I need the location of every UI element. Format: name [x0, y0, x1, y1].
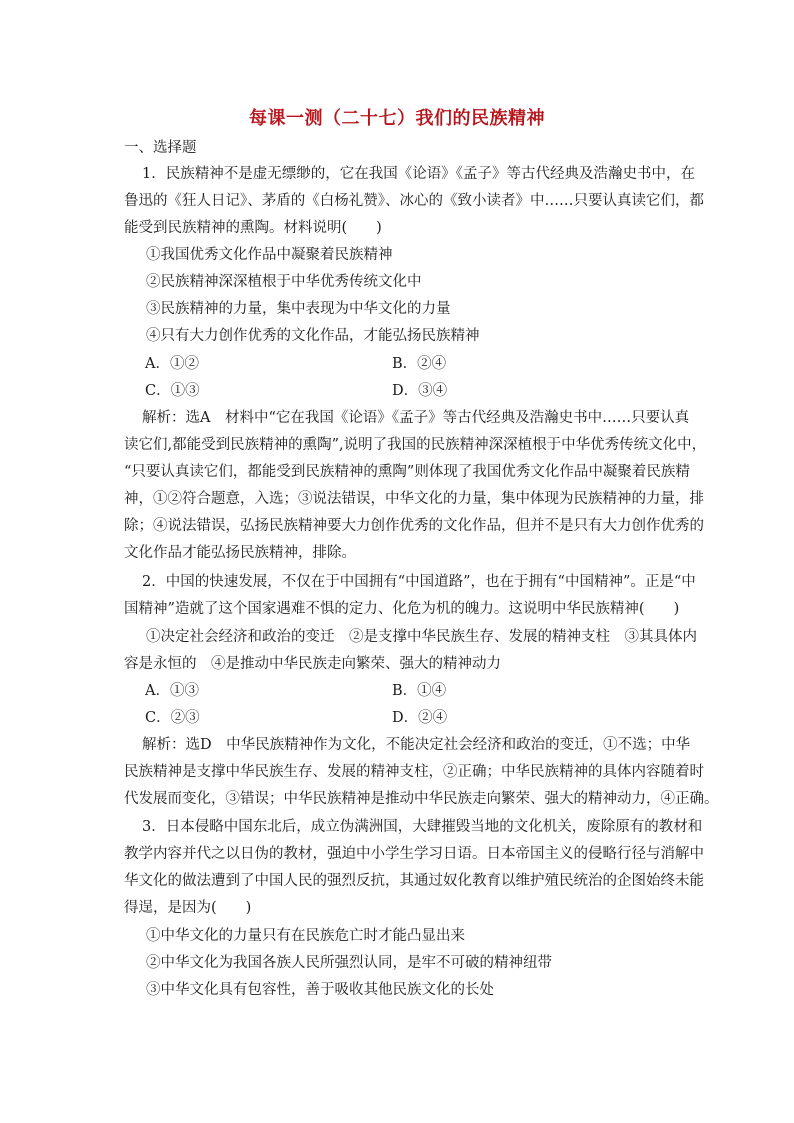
q2-option-a: A．①③	[145, 683, 199, 699]
page-title: 每课一测（二十七）我们的民族精神	[249, 108, 545, 129]
q1-stem-line: 鲁迅的《狂人日记》、茅盾的《白杨礼赞》、冰心的《致小读者》中……只要认真读它们，都	[124, 193, 704, 209]
q1-statement: ②民族精神深深植根于中华优秀传统文化中	[146, 274, 422, 290]
q2-option-c: C．②③	[145, 710, 200, 726]
q1-analysis-line: 神，①②符合题意，入选；③说法错误，中华文化的力量，集中体现为民族精神的力量，排	[124, 491, 704, 507]
q2-statement: ①决定社会经济和政治的变迁 ②是支撑中华民族生存、发展的精神支柱 ③其具体内	[146, 629, 697, 645]
q3-stem-line: 得逞，是因为( )	[124, 900, 252, 916]
q1-stem-line: 1．民族精神不是虚无缥缈的，它在我国《论语》《孟子》等古代经典及浩瀚史书中，在	[142, 166, 695, 182]
q3-statement: ③中华文化具有包容性，善于吸收其他民族文化的长处	[146, 982, 494, 998]
q1-option-d: D．③④	[392, 383, 448, 399]
q1-option-b: B．②④	[392, 356, 447, 372]
q1-option-a: A．①②	[145, 356, 199, 372]
q3-statement: ①中华文化的力量只有在民族危亡时才能凸显出来	[146, 928, 465, 944]
q2-analysis-line: 解析：选D 中华民族精神作为文化，不能决定社会经济和政治的变迁，①不选；中华	[142, 737, 691, 753]
q2-analysis-line: 代发展而变化，③错误；中华民族精神是推动中华民族走向繁荣、强大的精神动力，④正确。	[124, 791, 719, 807]
q2-option-b: B．①④	[392, 683, 447, 699]
q1-statement: ③民族精神的力量，集中表现为中华文化的力量	[146, 301, 451, 317]
q2-statement: 容是永恒的 ④是推动中华民族走向繁荣、强大的精神动力	[124, 656, 501, 672]
q2-stem-line: 2．中国的快速发展，不仅在于中国拥有“中国道路”，也在于拥有“中国精神”。正是“中	[142, 574, 696, 590]
q3-stem-line: 华文化的做法遭到了中国人民的强烈反抗，其通过奴化教育以维护殖民统治的企图始终未能	[124, 873, 704, 889]
q1-analysis-line: “只要认真读它们，都能受到民族精神的熏陶”则体现了我国优秀文化作品中凝聚着民族精	[124, 464, 690, 480]
q1-statement: ④只有大力创作优秀的文化作品，才能弘扬民族精神	[146, 328, 480, 344]
q1-analysis-line: 文化作品才能弘扬民族精神，排除。	[124, 545, 356, 561]
q1-option-c: C．①③	[145, 383, 200, 399]
q2-option-d: D．②④	[392, 710, 448, 726]
section-heading: 一、选择题	[124, 140, 197, 156]
q1-stem-line: 能受到民族精神的熏陶。材料说明( )	[124, 220, 382, 236]
q1-analysis-line: 解析：选A 材料中“它在我国《论语》《孟子》等古代经典及浩瀚史书中……只要认真	[142, 410, 690, 426]
q3-stem-line: 教学内容并代之以日伪的教材，强迫中小学生学习日语。日本帝国主义的侵略行径与消解中	[124, 846, 704, 862]
q3-stem-line: 3．日本侵略中国东北后，成立伪满洲国，大肆摧毁当地的文化机关，废除原有的教材和	[142, 819, 703, 835]
q3-statement: ②中华文化为我国各族人民所强烈认同，是牢不可破的精神纽带	[146, 955, 552, 971]
q1-statement: ①我国优秀文化作品中凝聚着民族精神	[146, 247, 393, 263]
q1-analysis-line: 除；④说法错误，弘扬民族精神要大力创作优秀的文化作品，但并不是只有大力创作优秀的	[124, 518, 704, 534]
q1-analysis-line: 读它们,都能受到民族精神的熏陶”,说明了我国的民族精神深深植根于中华优秀传统文化中，	[124, 437, 707, 453]
q2-analysis-line: 民族精神是支撑中华民族生存、发展的精神支柱，②正确；中华民族精神的具体内容随着时	[124, 764, 704, 780]
q2-stem-line: 国精神”造就了这个国家遇难不惧的定力、化危为机的魄力。这说明中华民族精神( )	[124, 601, 680, 617]
